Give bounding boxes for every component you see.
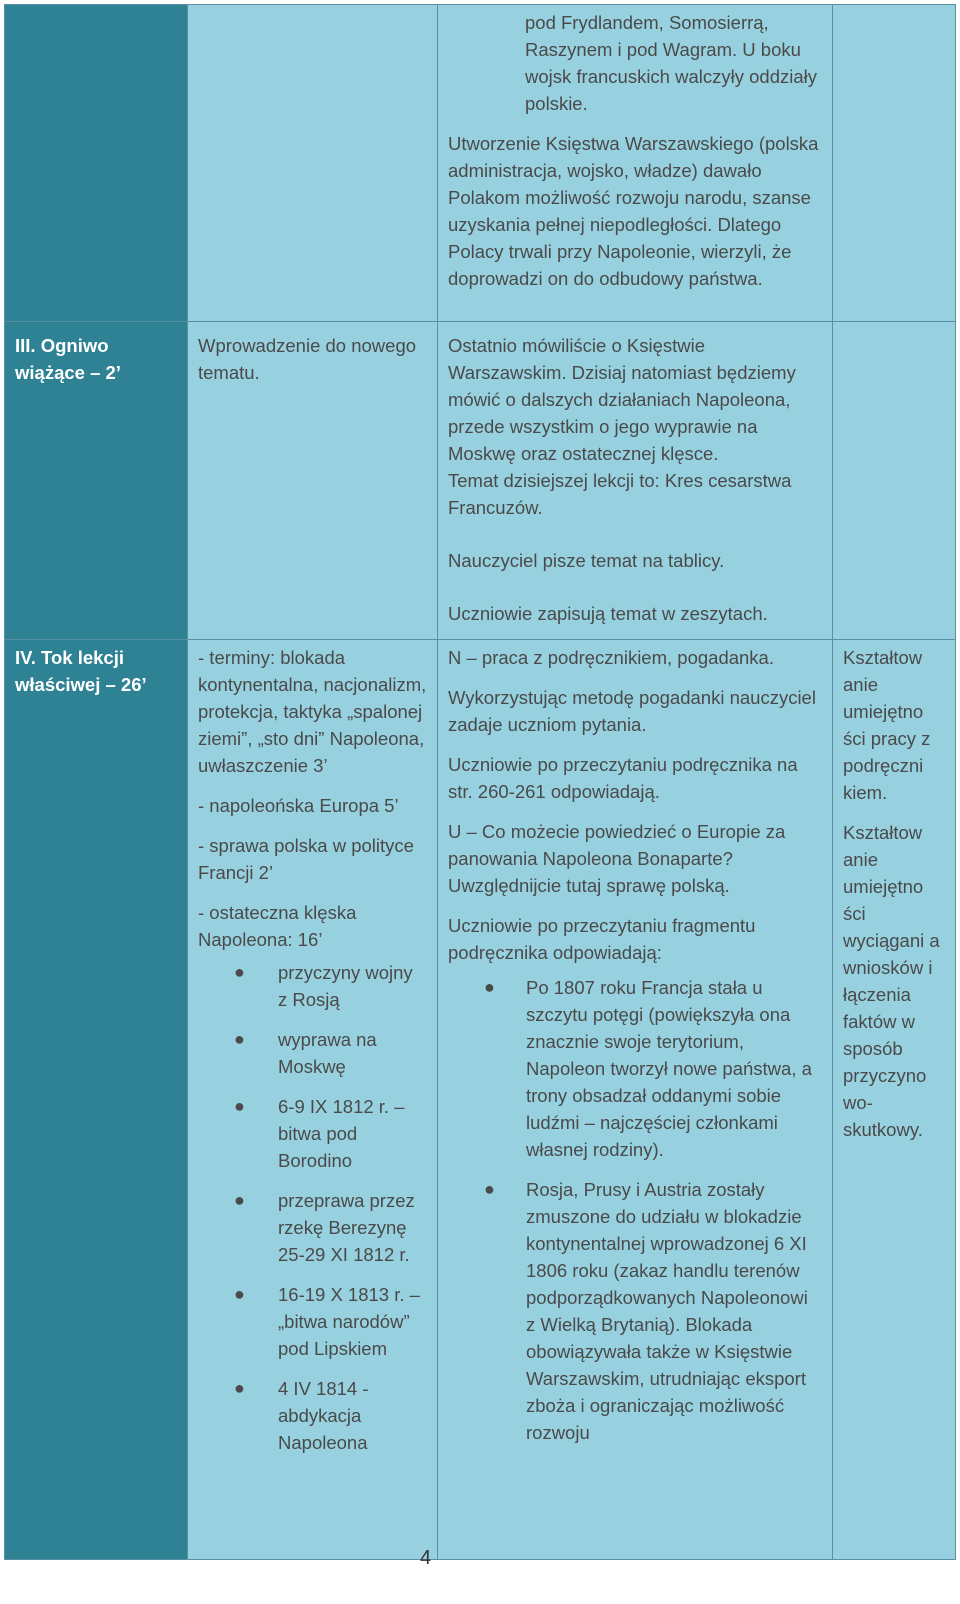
list-item: ● przyczyny wojny z Rosją bbox=[198, 959, 427, 1013]
activity-text: Uczniowie po przeczytaniu fragmentu podręcznika odpowiadają: bbox=[448, 915, 756, 963]
activity-text: N – praca z podręcznikiem, pogadanka. bbox=[448, 647, 774, 668]
bullet-icon: ● bbox=[234, 1190, 245, 1210]
topic-text: Temat dzisiejszej lekcji to: Kres cesarstwa Francuzów. bbox=[448, 470, 792, 518]
activity-cell bbox=[438, 640, 833, 1560]
table-row bbox=[5, 640, 956, 1560]
skills-cell bbox=[833, 640, 956, 1560]
bullet-icon: ● bbox=[234, 1029, 245, 1049]
list-item: ● 4 IV 1814 - abdykacja Napoleona bbox=[198, 1375, 427, 1456]
activity-text: U – Co możecie powiedzieć o Europie za panowania Napoleona Bonaparte? Uwzględnijcie tutaj sprawę polską. bbox=[448, 821, 786, 896]
stage-cell bbox=[5, 5, 188, 322]
activity-text: Wykorzystując metodę pogadanki nauczyciel zadaje uczniom pytania. bbox=[448, 687, 816, 735]
skills-cell bbox=[833, 322, 956, 640]
skills-text: Kształtow anie umiejętno ści wyciągani a wniosków i łączenia faktów w sposób przyczyno wo-skutkowy. bbox=[843, 822, 940, 1140]
bullet-icon: ● bbox=[484, 1179, 495, 1199]
list-item: ● 16-19 X 1813 r. – „bitwa narodów” pod Lipskiem bbox=[198, 1281, 427, 1362]
content-text: Wprowadzenie do nowego tematu. bbox=[198, 335, 417, 383]
list-item: ● wyprawa na Moskwę bbox=[198, 1026, 427, 1080]
content-cell bbox=[188, 5, 438, 322]
stage-label: III. Ogniwo wiążące – 2’ bbox=[15, 335, 121, 383]
skills-cell bbox=[833, 5, 956, 322]
skills-text: Kształtow anie umiejętno ści pracy z podręczni kiem. bbox=[843, 647, 931, 803]
list-item: ● 6-9 IX 1812 r. – bitwa pod Borodino bbox=[198, 1093, 427, 1174]
content-text: - terminy: blokada kontynentalna, nacjonalizm, protekcja, taktyka „spalonej ziemi”, „sto dni” Napoleona, uwłaszczenie 3’ bbox=[198, 647, 427, 776]
page-number: 4 bbox=[420, 1547, 432, 1569]
list-item: ● Po 1807 roku Francja stała u szczytu potęgi (powiększyła ona znacznie swoje terytorium, Napoleon tworzył nowe państwa, a trony obsadzał oddanymi sobie ludźmi – najczęściej członkami własnej rodziny). bbox=[448, 974, 822, 1163]
stage-label: IV. Tok lekcji właściwej – 26’ bbox=[15, 647, 147, 695]
list-item: ● Rosja, Prusy i Austria zostały zmuszone do udziału w blokadzie kontynentalnej wprowadzonej 6 XI 1806 roku (zakaz handlu terenów podporządkowanych Napoleonowi z Wielką Brytanią). Blokada obowiązywała także w Księstwie Warszawskim, utrudniając eksport zboża i ograniczając możliwość rozwoju bbox=[448, 1176, 822, 1446]
table-row bbox=[5, 5, 956, 322]
activity-text: Ostatnio mówiliście o Księstwie Warszawskim. Dzisiaj natomiast będziemy mówić o dalszych działaniach Napoleona, przede wszystkim o jego wyprawie na Moskwę oraz ostatecznej klęsce. bbox=[448, 335, 796, 464]
stage-cell bbox=[5, 322, 188, 640]
table-row bbox=[5, 322, 956, 640]
lesson-plan-table bbox=[4, 4, 956, 1560]
activity-cell bbox=[438, 322, 833, 640]
bullet-icon: ● bbox=[234, 1378, 245, 1398]
bullet-icon: ● bbox=[234, 1096, 245, 1116]
stage-cell bbox=[5, 640, 188, 1560]
content-cell bbox=[188, 640, 438, 1560]
activity-text: Nauczyciel pisze temat na tablicy. bbox=[448, 550, 725, 571]
content-text: - sprawa polska w polityce Francji 2’ bbox=[198, 835, 414, 883]
bullet-icon: ● bbox=[234, 962, 245, 982]
bullet-icon: ● bbox=[484, 977, 495, 997]
activity-text: Uczniowie zapisują temat w zeszytach. bbox=[448, 603, 768, 624]
content-text: - ostateczna klęska Napoleona: 16’ bbox=[198, 902, 357, 950]
activity-cell bbox=[438, 5, 833, 322]
continuation-text: Utworzenie Księstwa Warszawskiego (polska administracja, wojsko, władze) dawało Polakom możliwość rozwoju narodu, szanse uzyskania pełnej niepodległości. Dlatego Polacy trwali przy Napoleonie, wierzyli, że doprowadzi on do odbudowy państwa. bbox=[448, 133, 819, 289]
continuation-text: pod Frydlandem, Somosierrą, Raszynem i pod Wagram. U boku wojsk francuskich walczyły oddziały polskie. bbox=[525, 12, 817, 114]
list-item: ● przeprawa przez rzekę Berezynę 25-29 XI 1812 r. bbox=[198, 1187, 427, 1268]
content-text: - napoleońska Europa 5’ bbox=[198, 795, 399, 816]
content-cell bbox=[188, 322, 438, 640]
activity-text: Uczniowie po przeczytaniu podręcznika na str. 260-261 odpowiadają. bbox=[448, 754, 798, 802]
bullet-icon: ● bbox=[234, 1284, 245, 1304]
